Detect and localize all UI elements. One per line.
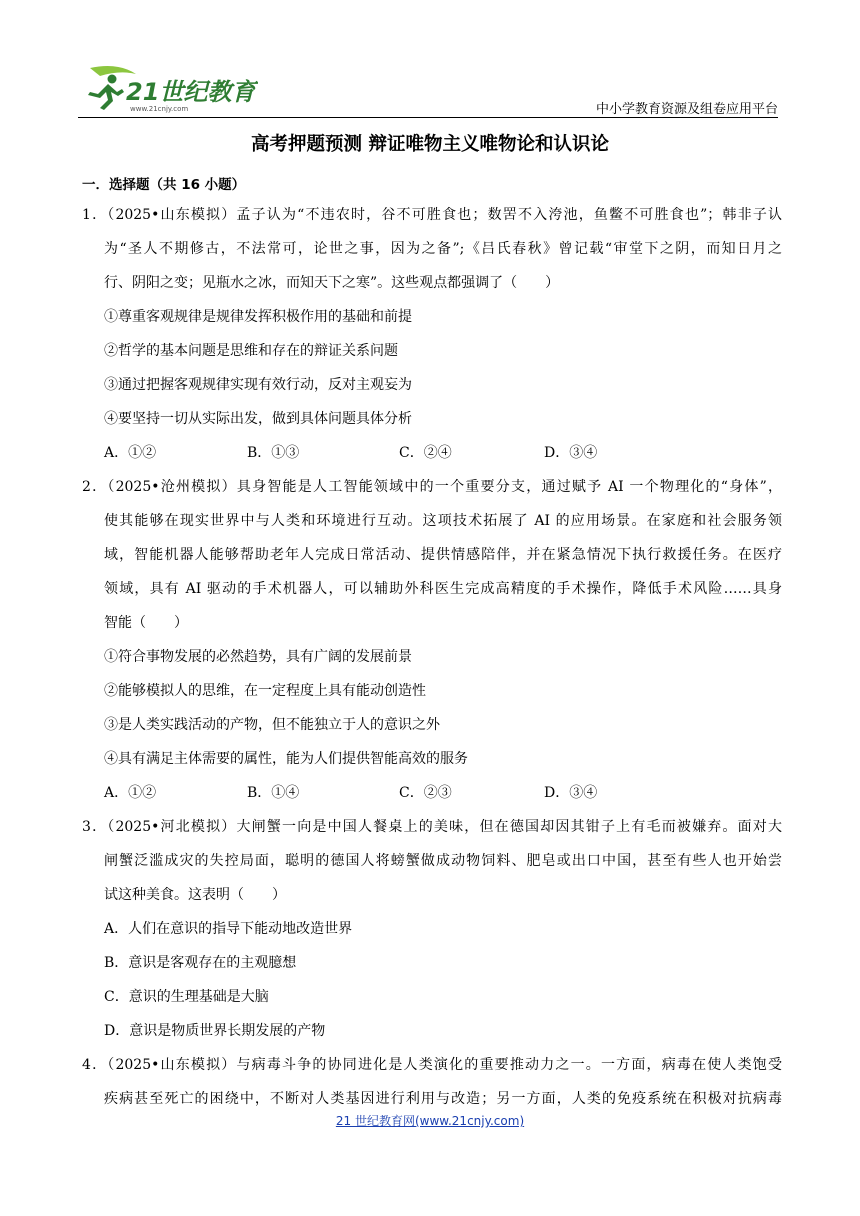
answer-options	[82, 776, 782, 810]
option-d[interactable]: D．意识是物质世界长期发展的产物	[104, 1023, 326, 1039]
statement-item: ①符合事物发展的必然趋势，具有广阔的发展前景	[104, 649, 412, 665]
question-text-line: 试这种美食。这表明（ ）	[104, 887, 286, 903]
question-text-line: 3．（2025•河北模拟）大闸蟹一向是中国人餐桌上的美味，但在德国却因其钳子上有毛而被嫌弃。面对大	[82, 819, 782, 835]
option-c[interactable]: C．②③	[399, 785, 452, 801]
questions-content	[82, 198, 782, 1116]
question-text-line: 疾病甚至死亡的困绕中，不断对人类基因进行利用与改造；另一方面，人类的免疫系统在积极对抗病毒	[104, 1091, 782, 1107]
logo-sub-text: www.21cnjy.com	[130, 105, 189, 113]
option-b[interactable]: B．意识是客观存在的主观臆想	[104, 955, 297, 971]
option-a[interactable]: A．①②	[104, 445, 157, 461]
question-4	[82, 1048, 782, 1116]
option-d[interactable]: D．③④	[544, 785, 598, 801]
question-text-line: 行、阴阳之变；见瓶水之冰，而知天下之寒”。这些观点都强调了（ ）	[104, 275, 560, 291]
question-text-line: 1．（2025•山东模拟）孟子认为“不违农时，谷不可胜食也；数罟不入洿池，鱼鳖不可胜食也”；韩非子认	[82, 207, 782, 223]
question-text-line: 为“圣人不期修古，不法常可，论世之事，因为之备”;《吕氏春秋》曾记载“审堂下之阴，而知日月之	[104, 241, 782, 257]
logo-main-text: 21世纪教育	[126, 78, 256, 106]
statement-item: ②能够模拟人的思维，在一定程度上具有能动创造性	[104, 683, 426, 699]
question-2	[82, 470, 782, 810]
question-text-line: 2．（2025•沧州模拟）具身智能是人工智能领域中的一个重要分支，通过赋予 AI 一个物理化的“身体”，	[82, 479, 782, 495]
statement-item: ②哲学的基本问题是思维和存在的辩证关系问题	[104, 343, 398, 359]
page-footer	[0, 1112, 860, 1129]
question-text-line: 域，智能机器人能够帮助老年人完成日常活动、提供情感陪伴，并在紧急情况下执行救援任务。在医疗	[104, 547, 782, 563]
statement-item: ④具有满足主体需要的属性，能为人们提供智能高效的服务	[104, 751, 468, 767]
footer-link[interactable]: 21 世纪教育网(www.21cnjy.com)	[335, 1114, 525, 1128]
question-text-line: 4．（2025•山东模拟）与病毒斗争的协同进化是人类演化的重要推动力之一。一方面，病毒在使人类饱受	[82, 1057, 782, 1073]
logo-swoosh	[90, 66, 136, 76]
question-text-line: 使其能够在现实世界中与人类和环境进行互动。这项技术拓展了 AI 的应用场景。在家庭和社会服务领	[104, 513, 782, 529]
section-heading: 一．选择题（共 16 小题）	[82, 177, 246, 193]
statement-item: ④要坚持一切从实际出发，做到具体问题具体分析	[104, 411, 412, 427]
header-divider	[78, 117, 778, 118]
answer-options	[82, 436, 782, 470]
question-text-line: 领域，具有 AI 驱动的手术机器人，可以辅助外科医生完成高精度的手术操作，降低手术风险……具身	[104, 581, 782, 597]
question-text-line: 智能（ ）	[104, 615, 188, 631]
platform-label: 中小学教育资源及组卷应用平台	[595, 102, 778, 117]
page-title: 高考押题预测 辩证唯物主义唯物论和认识论	[251, 134, 609, 155]
statement-item: ③是人类实践活动的产物，但不能独立于人的意识之外	[104, 717, 440, 733]
option-d[interactable]: D．③④	[544, 445, 598, 461]
runner-icon	[88, 75, 124, 111]
statement-item: ③通过把握客观规律实现有效行动，反对主观妄为	[104, 377, 412, 393]
question-text-line: 闸蟹泛滥成灾的失控局面，聪明的德国人将螃蟹做成动物饲料、肥皂或出口中国，甚至有些人也开始尝	[104, 853, 782, 869]
option-a[interactable]: A．①②	[104, 785, 157, 801]
statement-item: ①尊重客观规律是规律发挥积极作用的基础和前提	[104, 309, 412, 325]
question-3	[82, 810, 782, 1048]
option-c[interactable]: C．②④	[399, 445, 452, 461]
option-b[interactable]: B．①③	[247, 445, 300, 461]
option-c[interactable]: C．意识的生理基础是大脑	[104, 989, 269, 1005]
question-1	[82, 198, 782, 470]
page-header	[78, 64, 778, 120]
option-a[interactable]: A．人们在意识的指导下能动地改造世界	[104, 921, 353, 937]
logo-21cnjy	[78, 64, 258, 114]
option-b[interactable]: B．①④	[247, 785, 300, 801]
